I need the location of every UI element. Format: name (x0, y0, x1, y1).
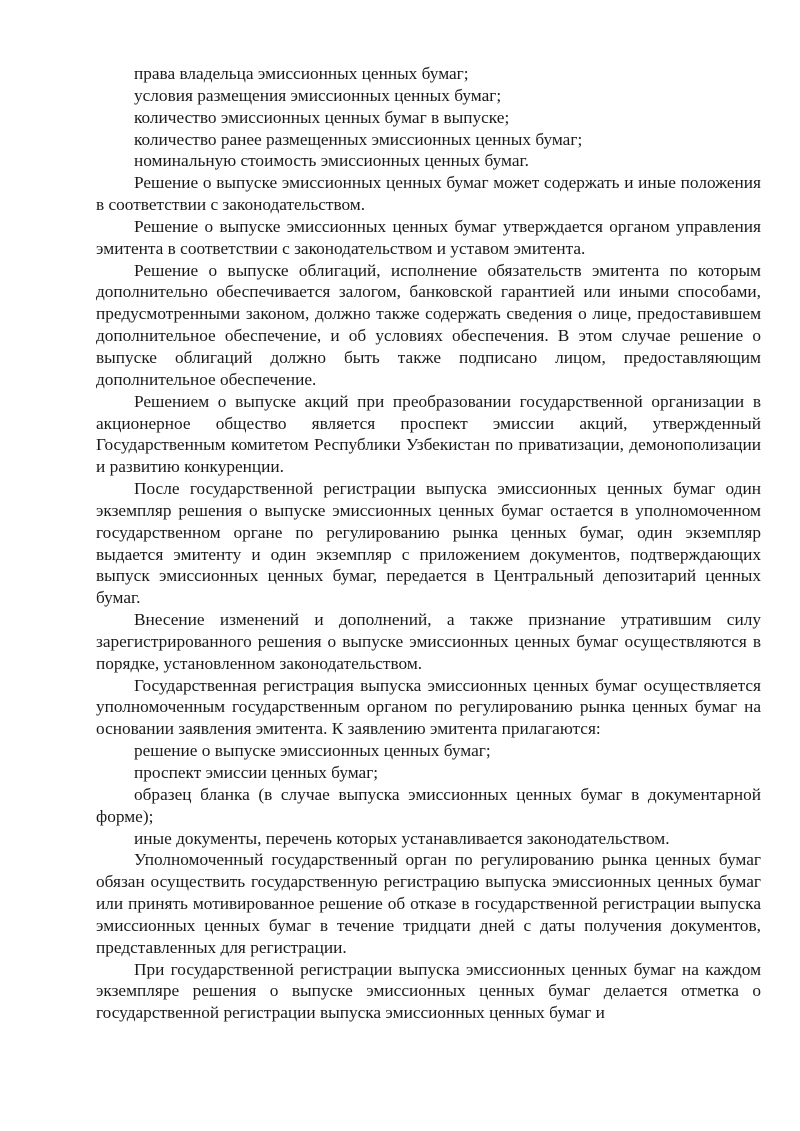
list-item: проспект эмиссии ценных бумаг; (134, 763, 379, 782)
list-item: условия размещения эмиссионных ценных бумаг; (134, 85, 502, 105)
paragraph: Внесение изменений и дополнений, а также признание утратившим силу зарегистрированного решения о выпуске эмиссионных ценных бумаг осуществляются в порядке, установленном законодательством. (96, 610, 761, 673)
list-item: иные документы, перечень которых устанавливается законодательством. (134, 828, 670, 848)
paragraph: Государственная регистрация выпуска эмиссионных ценных бумаг осуществляется уполномоченным государственным органом по регулированию рынка ценных бумаг на основании заявления эмитента. К заявлению эмитента прилагаются: (96, 675, 761, 739)
list-item: образец бланка (в случае выпуска эмиссионных ценных бумаг в документарной форме); (96, 784, 761, 826)
list-item: номинальную стоимость эмиссионных ценных бумаг. (134, 151, 529, 171)
list-item: количество ранее размещенных эмиссионных ценных бумаг; (134, 129, 583, 149)
paragraph: Уполномоченный государственный орган по регулированию рынка ценных бумаг обязан осуществить государственную регистрацию выпуска эмиссионных ценных бумаг или принять мотивированное решение об отказе в государственной регистрации выпуска эмиссионных ценных бумаг в течение тридцати дней с даты получения документов, представленных для регистрации. (96, 850, 761, 957)
paragraph: После государственной регистрации выпуска эмиссионных ценных бумаг один экземпляр решения о выпуске эмиссионных ценных бумаг остается в уполномоченном государственном органе по регулированию рынка ценных бумаг, один экземпляр выдается эмитенту и один экземпляр с приложением документов, подтверждающих выпуск эмиссионных ценных бумаг, передается в Центральный депозитарий ценных бумаг. (96, 479, 761, 608)
paragraph: Решение о выпуске облигаций, исполнение обязательств эмитента по которым дополнительно обеспечивается залогом, банковской гарантией или иными способами, предусмотренными законом, должно также содержать сведения о лице, предоставившем дополнительное обеспечение, и об условиях обеспечения. В этом случае решение о выпуске облигаций должно быть также подписано лицом, предоставляющим дополнительное обеспечение. (96, 260, 761, 389)
paragraph: Решением о выпуске акций при преобразовании государственной организации в акционерное общество является проспект эмиссии акций, утвержденный Государственным комитетом Республики Узбекистан по приватизации, демонополизации и развитию конкуренции. (96, 391, 761, 477)
document-page (96, 63, 761, 1024)
list-item: права владельца эмиссионных ценных бумаг; (134, 64, 469, 83)
list-item: количество эмиссионных ценных бумаг в выпуске; (134, 107, 510, 127)
paragraph: Решение о выпуске эмиссионных ценных бумаг может содержать и иные положения в соответствии с законодательством. (96, 173, 761, 215)
list-item: решение о выпуске эмиссионных ценных бумаг; (134, 741, 491, 761)
paragraph: При государственной регистрации выпуска эмиссионных ценных бумаг на каждом экземпляре решения о выпуске эмиссионных ценных бумаг делается отметка о государственной регистрации выпуска эмиссионных ценных бумаг и (96, 959, 761, 1023)
paragraph: Решение о выпуске эмиссионных ценных бумаг утверждается органом управления эмитента в соответствии с законодательством и уставом эмитента. (96, 216, 761, 258)
